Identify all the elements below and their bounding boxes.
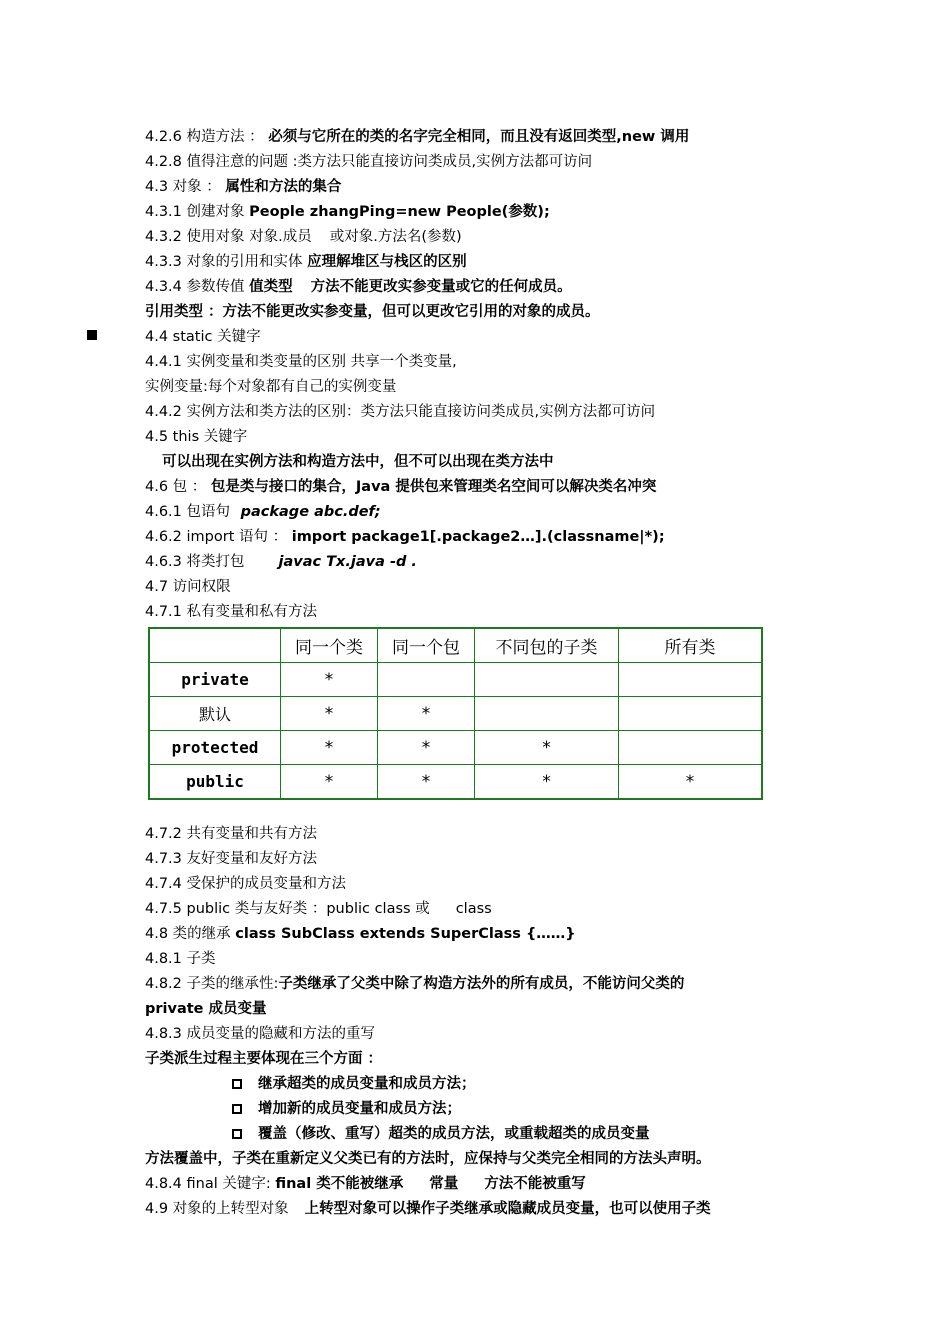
text-line: 可以出现在实例方法和构造方法中，但不可以出现在类方法中 bbox=[162, 454, 554, 470]
table-header-row bbox=[149, 628, 762, 663]
text-line: 4.3 对象 ： 属性和方法的集合 bbox=[145, 179, 342, 195]
text-line: 4.8.2 子类的继承性:子类继承了父类中除了构造方法外的所有成员，不能访问父类的 bbox=[145, 976, 685, 992]
checkbox-list-item: 增加新的成员变量和成员方法； bbox=[232, 1100, 461, 1118]
table-row bbox=[149, 663, 762, 697]
table-row-header: protected bbox=[149, 731, 281, 765]
table-cell bbox=[378, 663, 475, 697]
table-cell: * bbox=[475, 731, 619, 765]
text-line: 4.4 static 关键字 bbox=[145, 329, 261, 345]
text-line: 方法覆盖中，子类在重新定义父类已有的方法时，应保持与父类完全相同的方法头声明。 bbox=[145, 1151, 711, 1167]
table-cell bbox=[619, 731, 763, 765]
checkbox-bullet-icon bbox=[232, 1129, 242, 1139]
text-line: 4.3.3 对象的引用和实体 应理解堆区与栈区的区别 bbox=[145, 254, 467, 270]
table-cell: * bbox=[281, 765, 378, 800]
table-header-cell: 同一个包 bbox=[378, 628, 475, 663]
table-row-header: public bbox=[149, 765, 281, 800]
text-line: 4.8 类的继承 class SubClass extends SuperClass {……} bbox=[145, 926, 576, 942]
table-cell bbox=[619, 697, 763, 731]
text-line: 4.7.2 共有变量和共有方法 bbox=[145, 826, 318, 842]
text-line: 4.7.4 受保护的成员变量和方法 bbox=[145, 876, 347, 892]
text-line: 4.5 this 关键字 bbox=[145, 429, 248, 445]
checkbox-list-item: 覆盖（修改、重写）超类的成员方法，或重载超类的成员变量 bbox=[232, 1125, 650, 1143]
text-line: 4.8.1 子类 bbox=[145, 951, 216, 967]
text-line: 4.8.4 final 关键字: final 类不能被继承 常量 方法不能被重写 bbox=[145, 1176, 586, 1192]
text-line: 4.3.4 参数传值 值类型 方法不能更改实参变量或它的任何成员。 bbox=[145, 279, 572, 295]
table-row-header: private bbox=[149, 663, 281, 697]
table-cell: * bbox=[378, 731, 475, 765]
checkbox-bullet-icon bbox=[232, 1104, 242, 1114]
text-line: 实例变量:每个对象都有自己的实例变量 bbox=[145, 379, 397, 395]
text-line: 4.7.5 public 类与友好类 ：public class 或 class bbox=[145, 901, 492, 917]
table-cell: * bbox=[378, 765, 475, 800]
text-line: 引用类型 ：方法不能更改实参变量，但可以更改它引用的对象的成员。 bbox=[145, 304, 600, 320]
table-cell: * bbox=[281, 697, 378, 731]
text-line: 4.3.1 创建对象 People zhangPing=new People(参数); bbox=[145, 204, 550, 220]
text-line: 4.3.2 使用对象 对象.成员 或对象.方法名(参数) bbox=[145, 229, 462, 245]
table-header-cell: 同一个类 bbox=[281, 628, 378, 663]
text-line: 子类派生过程主要体现在三个方面 ： bbox=[145, 1051, 383, 1067]
table-row bbox=[149, 697, 762, 731]
text-line: 4.6 包 ： 包是类与接口的集合，Java 提供包来管理类名空间可以解决类名冲突 bbox=[145, 479, 657, 495]
checkbox-list-item: 继承超类的成员变量和成员方法； bbox=[232, 1075, 476, 1093]
text-line: 4.7 访问权限 bbox=[145, 579, 231, 595]
text-line: 4.8.3 成员变量的隐藏和方法的重写 bbox=[145, 1026, 376, 1042]
text-line: 4.6.2 import 语句 ： import package1[.package2…].(classname|*); bbox=[145, 529, 665, 545]
table-cell: * bbox=[281, 663, 378, 697]
text-line: 4.7.1 私有变量和私有方法 bbox=[145, 604, 318, 620]
table-header-cell: 不同包的子类 bbox=[475, 628, 619, 663]
table-header-cell: 所有类 bbox=[619, 628, 763, 663]
table-header-cell bbox=[149, 628, 281, 663]
text-line: 4.2.8 值得注意的问题 :类方法只能直接访问类成员,实例方法都可访问 bbox=[145, 154, 593, 170]
text-line: 4.4.2 实例方法和类方法的区别：类方法只能直接访问类成员,实例方法都可访问 bbox=[145, 404, 656, 420]
text-line: 4.9 对象的上转型对象 上转型对象可以操作子类继承或隐藏成员变量，也可以使用子类 bbox=[145, 1201, 711, 1217]
table-cell: * bbox=[475, 765, 619, 800]
text-line: 4.4.1 实例变量和类变量的区别 共享一个类变量, bbox=[145, 354, 457, 370]
table-cell bbox=[475, 663, 619, 697]
text-line: 4.6.1 包语句 package abc.def; bbox=[145, 504, 381, 520]
checkbox-bullet-icon bbox=[232, 1079, 242, 1089]
text-line: 4.7.3 友好变量和友好方法 bbox=[145, 851, 318, 867]
table-cell bbox=[475, 697, 619, 731]
table-row bbox=[149, 731, 762, 765]
table-cell bbox=[619, 663, 763, 697]
text-line: private 成员变量 bbox=[145, 1001, 267, 1017]
table-row-header: 默认 bbox=[149, 697, 281, 731]
access-permission-table bbox=[148, 627, 763, 800]
square-bullet-icon bbox=[87, 330, 97, 340]
table-cell: * bbox=[378, 697, 475, 731]
text-line: 4.6.3 将类打包 javac Tx.java -d . bbox=[145, 554, 417, 570]
table-cell: * bbox=[281, 731, 378, 765]
table-cell: * bbox=[619, 765, 763, 800]
table-row bbox=[149, 765, 762, 800]
text-line: 4.2.6 构造方法 ： 必须与它所在的类的名字完全相同，而且没有返回类型,new 调用 bbox=[145, 129, 690, 145]
